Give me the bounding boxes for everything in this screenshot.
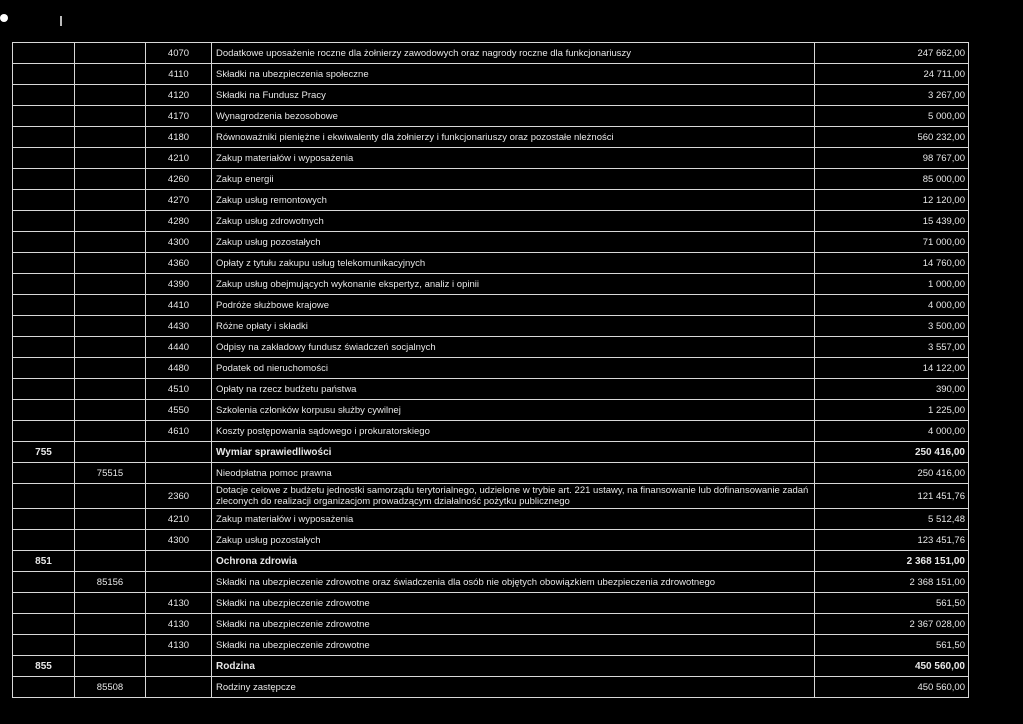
- table-row: [13, 190, 969, 211]
- dzial-cell: [13, 295, 75, 316]
- dzial-cell: [13, 85, 75, 106]
- amount-cell: 247 662,00: [815, 43, 969, 64]
- table-row: [13, 635, 969, 656]
- paragraf-cell: 4210: [146, 148, 212, 169]
- table-row: [13, 64, 969, 85]
- rozdzial-cell: [75, 358, 146, 379]
- dzial-cell: [13, 232, 75, 253]
- description-cell: Odpisy na zakładowy fundusz świadczeń socjalnych: [212, 337, 815, 358]
- table-row: [13, 484, 969, 509]
- paragraf-cell: 4110: [146, 64, 212, 85]
- rozdzial-cell: [75, 127, 146, 148]
- rozdzial-cell: [75, 400, 146, 421]
- description-cell: Składki na ubezpieczenia społeczne: [212, 64, 815, 85]
- description-cell: Koszty postępowania sądowego i prokuratorskiego: [212, 421, 815, 442]
- dzial-cell: [13, 463, 75, 484]
- table-row: [13, 358, 969, 379]
- table-row: [13, 253, 969, 274]
- rozdzial-cell: [75, 106, 146, 127]
- dzial-cell: [13, 148, 75, 169]
- amount-cell: 3 267,00: [815, 85, 969, 106]
- rozdzial-cell: [75, 656, 146, 677]
- dzial-cell: [13, 484, 75, 509]
- amount-cell: 5 000,00: [815, 106, 969, 127]
- paragraf-cell: 4170: [146, 106, 212, 127]
- dzial-cell: 755: [13, 442, 75, 463]
- paragraf-cell: 4120: [146, 85, 212, 106]
- table-row: [13, 316, 969, 337]
- table-row: [13, 148, 969, 169]
- paragraf-cell: 2360: [146, 484, 212, 509]
- dzial-cell: [13, 421, 75, 442]
- table-row: [13, 274, 969, 295]
- dzial-cell: [13, 337, 75, 358]
- amount-cell: 561,50: [815, 593, 969, 614]
- table-row: [13, 551, 969, 572]
- dzial-cell: [13, 635, 75, 656]
- amount-cell: 12 120,00: [815, 190, 969, 211]
- amount-cell: 4 000,00: [815, 421, 969, 442]
- rozdzial-cell: [75, 295, 146, 316]
- description-cell: Zakup usług pozostałych: [212, 232, 815, 253]
- paragraf-cell: 4300: [146, 232, 212, 253]
- table-row: [13, 509, 969, 530]
- paragraf-cell: [146, 442, 212, 463]
- rozdzial-cell: [75, 43, 146, 64]
- table-row: [13, 85, 969, 106]
- description-cell: Dodatkowe uposażenie roczne dla żołnierzy zawodowych oraz nagrody roczne dla funkcjonariuszy: [212, 43, 815, 64]
- description-cell: Składki na ubezpieczenie zdrowotne: [212, 593, 815, 614]
- description-cell: Równoważniki pieniężne i ekwiwalenty dla żołnierzy i funkcjonariuszy oraz pozostałe nleżności: [212, 127, 815, 148]
- scan-tick-mark: [60, 16, 62, 26]
- rozdzial-cell: [75, 484, 146, 509]
- table-row: [13, 337, 969, 358]
- amount-cell: 450 560,00: [815, 656, 969, 677]
- amount-cell: 2 368 151,00: [815, 551, 969, 572]
- dzial-cell: [13, 572, 75, 593]
- description-cell: Szkolenia członków korpusu służby cywilnej: [212, 400, 815, 421]
- rozdzial-cell: [75, 274, 146, 295]
- table-row: [13, 400, 969, 421]
- paragraf-cell: 4410: [146, 295, 212, 316]
- description-cell: Różne opłaty i składki: [212, 316, 815, 337]
- dzial-cell: 855: [13, 656, 75, 677]
- rozdzial-cell: [75, 85, 146, 106]
- description-cell: Podatek od nieruchomości: [212, 358, 815, 379]
- amount-cell: 24 711,00: [815, 64, 969, 85]
- rozdzial-cell: [75, 442, 146, 463]
- paragraf-cell: 4480: [146, 358, 212, 379]
- dzial-cell: [13, 274, 75, 295]
- paragraf-cell: 4440: [146, 337, 212, 358]
- paragraf-cell: 4390: [146, 274, 212, 295]
- description-cell: Składki na ubezpieczenie zdrowotne: [212, 635, 815, 656]
- description-cell: Rodziny zastępcze: [212, 677, 815, 698]
- paragraf-cell: 4300: [146, 530, 212, 551]
- dzial-cell: [13, 379, 75, 400]
- dzial-cell: [13, 509, 75, 530]
- amount-cell: 561,50: [815, 635, 969, 656]
- description-cell: Zakup usług remontowych: [212, 190, 815, 211]
- paragraf-cell: 4180: [146, 127, 212, 148]
- rozdzial-cell: [75, 614, 146, 635]
- description-cell: Podróże służbowe krajowe: [212, 295, 815, 316]
- dzial-cell: [13, 106, 75, 127]
- table-row: [13, 211, 969, 232]
- paragraf-cell: 4270: [146, 190, 212, 211]
- paragraf-cell: 4280: [146, 211, 212, 232]
- table-row: [13, 421, 969, 442]
- description-cell: Nieodpłatna pomoc prawna: [212, 463, 815, 484]
- paragraf-cell: [146, 463, 212, 484]
- paragraf-cell: 4430: [146, 316, 212, 337]
- paragraf-cell: 4510: [146, 379, 212, 400]
- description-cell: Dotacje celowe z budżetu jednostki samorządu terytorialnego, udzielone w trybie art. 221 ustawy, na finansowanie lub dofinansowanie zadań zleconych do realizacji organizacjom prowadzącym działalność pożytku publicznego: [212, 484, 815, 509]
- dzial-cell: [13, 530, 75, 551]
- dzial-cell: [13, 677, 75, 698]
- paragraf-cell: 4130: [146, 635, 212, 656]
- table-row: [13, 127, 969, 148]
- rozdzial-cell: 75515: [75, 463, 146, 484]
- rozdzial-cell: 85156: [75, 572, 146, 593]
- rozdzial-cell: [75, 253, 146, 274]
- amount-cell: 2 367 028,00: [815, 614, 969, 635]
- amount-cell: 560 232,00: [815, 127, 969, 148]
- description-cell: Ochrona zdrowia: [212, 551, 815, 572]
- description-cell: Zakup materiałów i wyposażenia: [212, 148, 815, 169]
- amount-cell: 14 122,00: [815, 358, 969, 379]
- rozdzial-cell: [75, 169, 146, 190]
- description-cell: Zakup usług pozostałych: [212, 530, 815, 551]
- dzial-cell: [13, 127, 75, 148]
- dzial-cell: [13, 614, 75, 635]
- paragraf-cell: 4210: [146, 509, 212, 530]
- table-row: [13, 232, 969, 253]
- paragraf-cell: 4130: [146, 593, 212, 614]
- amount-cell: 390,00: [815, 379, 969, 400]
- table-row: [13, 593, 969, 614]
- table-row: [13, 614, 969, 635]
- description-cell: Opłaty na rzecz budżetu państwa: [212, 379, 815, 400]
- table-row: [13, 106, 969, 127]
- rozdzial-cell: [75, 530, 146, 551]
- description-cell: Składki na Fundusz Pracy: [212, 85, 815, 106]
- description-cell: Wymiar sprawiedliwości: [212, 442, 815, 463]
- amount-cell: 450 560,00: [815, 677, 969, 698]
- rozdzial-cell: [75, 190, 146, 211]
- description-cell: Składki na ubezpieczenie zdrowotne oraz świadczenia dla osób nie objętych obowiązkiem ubezpieczenia zdrowotnego: [212, 572, 815, 593]
- rozdzial-cell: [75, 635, 146, 656]
- table-row: [13, 677, 969, 698]
- paragraf-cell: 4360: [146, 253, 212, 274]
- dzial-cell: [13, 190, 75, 211]
- dzial-cell: [13, 169, 75, 190]
- dzial-cell: [13, 43, 75, 64]
- rozdzial-cell: [75, 148, 146, 169]
- paragraf-cell: 4130: [146, 614, 212, 635]
- paragraf-cell: [146, 677, 212, 698]
- amount-cell: 1 225,00: [815, 400, 969, 421]
- paragraf-cell: [146, 656, 212, 677]
- dzial-cell: [13, 211, 75, 232]
- dzial-cell: 851: [13, 551, 75, 572]
- dzial-cell: [13, 316, 75, 337]
- amount-cell: 15 439,00: [815, 211, 969, 232]
- amount-cell: 1 000,00: [815, 274, 969, 295]
- description-cell: Zakup usług obejmujących wykonanie ekspertyz, analiz i opinii: [212, 274, 815, 295]
- amount-cell: 123 451,76: [815, 530, 969, 551]
- rozdzial-cell: 85508: [75, 677, 146, 698]
- amount-cell: 5 512,48: [815, 509, 969, 530]
- rozdzial-cell: [75, 64, 146, 85]
- paragraf-cell: [146, 572, 212, 593]
- description-cell: Opłaty z tytułu zakupu usług telekomunikacyjnych: [212, 253, 815, 274]
- amount-cell: 250 416,00: [815, 463, 969, 484]
- paragraf-cell: 4260: [146, 169, 212, 190]
- table-row: [13, 295, 969, 316]
- amount-cell: 2 368 151,00: [815, 572, 969, 593]
- paragraf-cell: 4610: [146, 421, 212, 442]
- table-row: [13, 463, 969, 484]
- amount-cell: 98 767,00: [815, 148, 969, 169]
- rozdzial-cell: [75, 337, 146, 358]
- dzial-cell: [13, 253, 75, 274]
- amount-cell: 250 416,00: [815, 442, 969, 463]
- dzial-cell: [13, 64, 75, 85]
- table-row: [13, 656, 969, 677]
- paragraf-cell: 4550: [146, 400, 212, 421]
- paragraf-cell: [146, 551, 212, 572]
- amount-cell: 14 760,00: [815, 253, 969, 274]
- description-cell: Zakup energii: [212, 169, 815, 190]
- description-cell: Zakup materiałów i wyposażenia: [212, 509, 815, 530]
- rozdzial-cell: [75, 316, 146, 337]
- table-row: [13, 379, 969, 400]
- dzial-cell: [13, 593, 75, 614]
- description-cell: Wynagrodzenia bezosobowe: [212, 106, 815, 127]
- paragraf-cell: 4070: [146, 43, 212, 64]
- rozdzial-cell: [75, 379, 146, 400]
- table-row: [13, 442, 969, 463]
- description-cell: Zakup usług zdrowotnych: [212, 211, 815, 232]
- budget-table-body: [13, 43, 969, 698]
- rozdzial-cell: [75, 509, 146, 530]
- amount-cell: 121 451,76: [815, 484, 969, 509]
- description-cell: Składki na ubezpieczenie zdrowotne: [212, 614, 815, 635]
- table-row: [13, 169, 969, 190]
- amount-cell: 3 557,00: [815, 337, 969, 358]
- table-row: [13, 572, 969, 593]
- amount-cell: 85 000,00: [815, 169, 969, 190]
- dzial-cell: [13, 400, 75, 421]
- rozdzial-cell: [75, 232, 146, 253]
- rozdzial-cell: [75, 593, 146, 614]
- table-row: [13, 43, 969, 64]
- amount-cell: 71 000,00: [815, 232, 969, 253]
- table-row: [13, 530, 969, 551]
- amount-cell: 4 000,00: [815, 295, 969, 316]
- scan-dot-mark: [0, 14, 8, 22]
- description-cell: Rodzina: [212, 656, 815, 677]
- rozdzial-cell: [75, 421, 146, 442]
- rozdzial-cell: [75, 551, 146, 572]
- budget-table: [12, 42, 969, 698]
- dzial-cell: [13, 358, 75, 379]
- rozdzial-cell: [75, 211, 146, 232]
- amount-cell: 3 500,00: [815, 316, 969, 337]
